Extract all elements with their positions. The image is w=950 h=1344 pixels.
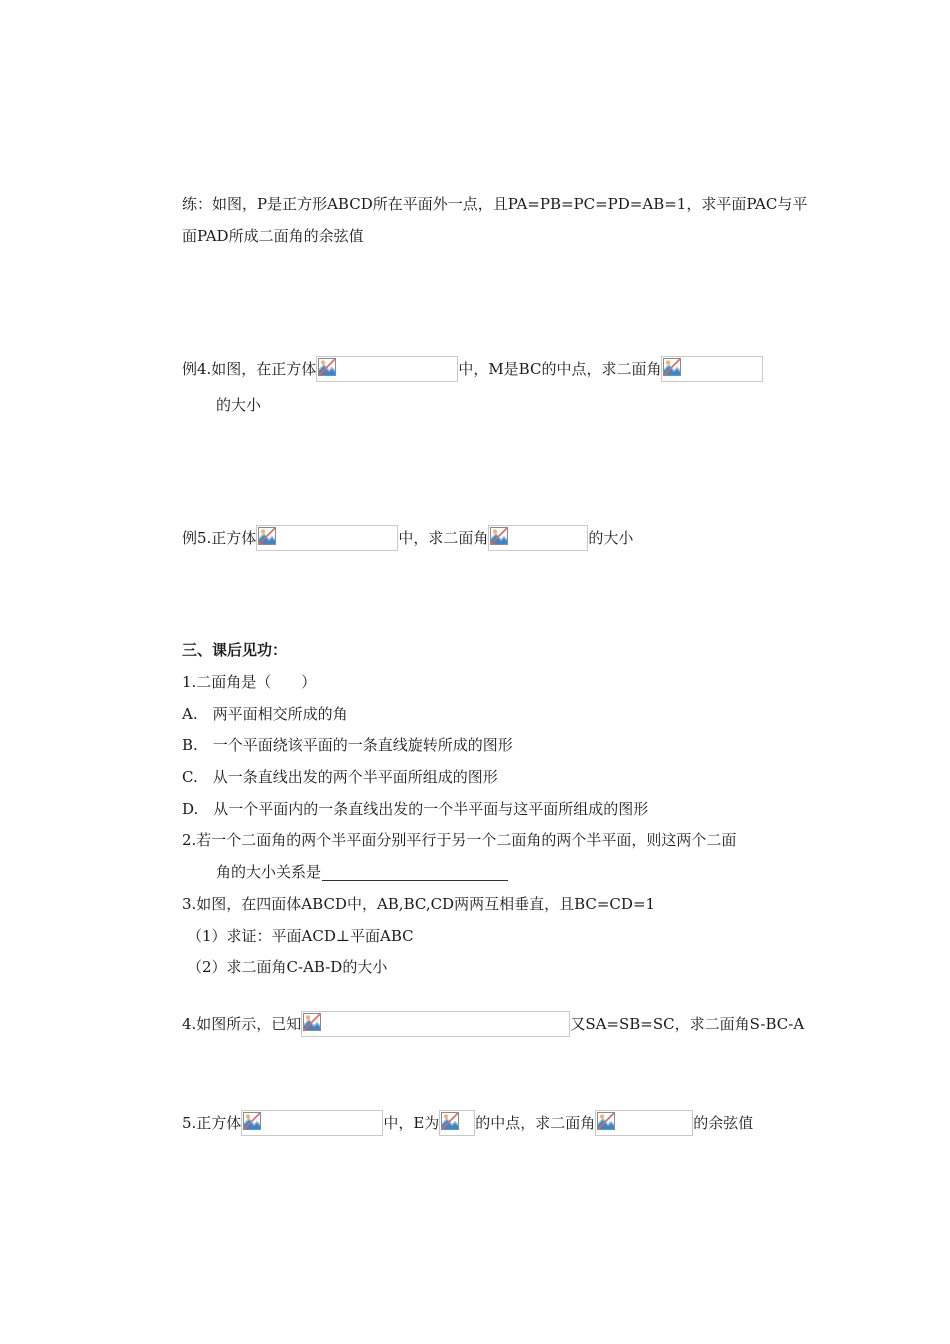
question-5-text-4: 的余弦值 (693, 1114, 754, 1132)
example-5-line (182, 525, 633, 551)
answer-blank (322, 864, 508, 881)
question-3: 3.如图，在四面体ABCD中，AB,BC,CD两两互相垂直，且BC=CD=1 (182, 895, 656, 913)
image-placeholder (301, 1011, 570, 1037)
question-4-text-2: 又SA=SB=SC，求二面角S-BC-A (570, 1015, 805, 1033)
broken-image-icon (303, 1013, 321, 1031)
question-4-text-1: 4.如图所示，已知 (182, 1015, 302, 1033)
question-5-text-3: 的中点，求二面角 (475, 1114, 596, 1132)
question-1-option-b: B. 一个平面绕该平面的一条直线旋转所成的图形 (182, 736, 513, 754)
image-placeholder (316, 356, 458, 382)
broken-image-icon (597, 1112, 615, 1130)
broken-image-icon (663, 358, 681, 376)
broken-image-icon (441, 1112, 459, 1130)
question-3-part-1: （1）求证：平面ACD⊥平面ABC (187, 927, 414, 945)
question-4 (182, 1011, 804, 1037)
question-3-part-2: （2）求二面角C-AB-D的大小 (187, 958, 388, 976)
question-1-option-c: C. 从一条直线出发的两个半平面所组成的图形 (182, 768, 498, 786)
practice-line-1: 练：如图，P是正方形ABCD所在平面外一点，且PA=PB=PC=PD=AB=1，求平面PAC与平 (182, 195, 808, 213)
question-1-option-a: A. 两平面相交所成的角 (182, 705, 348, 723)
example-4-line-1 (182, 356, 763, 382)
question-5-text-1: 5.正方体 (182, 1114, 242, 1132)
image-placeholder (439, 1110, 475, 1136)
example-5-text-1: 例5.正方体 (182, 529, 257, 547)
image-placeholder (488, 525, 588, 551)
broken-image-icon (258, 527, 276, 545)
image-placeholder (661, 356, 763, 382)
image-placeholder (241, 1110, 383, 1136)
section-heading: 三、课后见功： (182, 641, 288, 659)
practice-line-2: 面PAD所成二面角的余弦值 (182, 227, 364, 245)
example-5-text-3: 的大小 (588, 529, 634, 547)
broken-image-icon (490, 527, 508, 545)
example-5-text-2: 中，求二面角 (398, 529, 489, 547)
image-placeholder (595, 1110, 693, 1136)
broken-image-icon (243, 1112, 261, 1130)
question-2-text: 角的大小关系是 (216, 863, 322, 881)
question-1: 1.二面角是（ ） (182, 673, 317, 691)
question-5 (182, 1110, 753, 1136)
question-1-option-d: D. 从一个平面内的一条直线出发的一个半平面与这平面所组成的图形 (182, 800, 649, 818)
example-4-text-2: 中，M是BC的中点，求二面角 (458, 360, 662, 378)
image-placeholder (256, 525, 398, 551)
example-4-text-1: 例4.如图，在正方体 (182, 360, 317, 378)
example-4-line-2: 的大小 (216, 396, 262, 414)
question-2-line-1: 2.若一个二面角的两个半平面分别平行于另一个二面角的两个半平面，则这两个二面 (182, 831, 737, 849)
question-2-line-2 (216, 862, 508, 882)
question-5-text-2: 中，E为 (383, 1114, 440, 1132)
broken-image-icon (318, 358, 336, 376)
